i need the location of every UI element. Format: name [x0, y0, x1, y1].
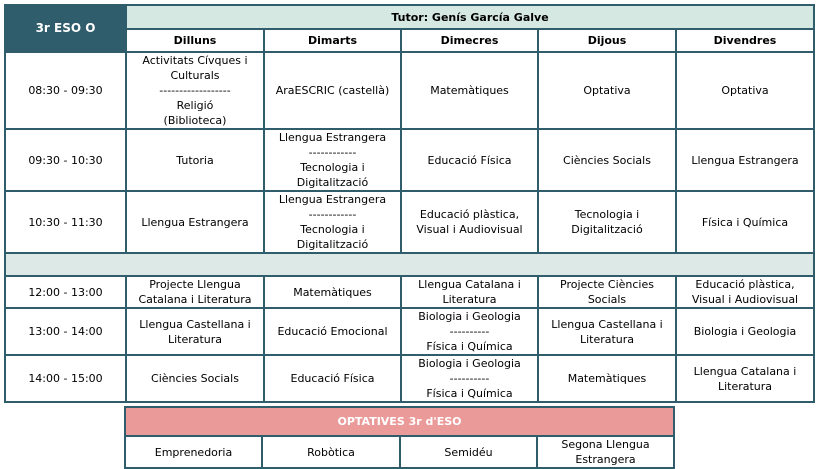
- subject-cell: [676, 308, 814, 355]
- subject-line: Tecnologia i: [300, 223, 365, 236]
- subject-line: Tecnologia i: [574, 208, 640, 221]
- subject-cell: [401, 308, 538, 355]
- subject-cell: [401, 129, 538, 191]
- subject-line: Llengua Castellana i: [139, 317, 251, 331]
- subject-cell: [126, 191, 264, 253]
- time-slot: 09:30 - 10:30: [5, 129, 126, 191]
- subject-line: Educació Emocional: [277, 325, 388, 338]
- subject-line: Biologia i Geologia: [693, 325, 797, 338]
- subject-line: Socials: [587, 293, 627, 306]
- subject-line: Llengua Catalana i: [693, 364, 797, 378]
- schedule-row: [5, 191, 814, 253]
- subject-line: Literatura: [167, 332, 223, 346]
- subject-line: (Biblioteca): [163, 114, 227, 127]
- subject-line: Biologia i Geologia: [418, 357, 521, 370]
- day-header: Divendres: [676, 29, 814, 52]
- optative-item: Semidéu: [400, 436, 537, 468]
- schedule-row: [5, 52, 814, 129]
- subject-line: Física i Química: [426, 340, 513, 353]
- subject-line: Llengua Estrangera: [141, 215, 249, 229]
- subject-cell: [264, 129, 401, 191]
- subject-line: Optativa: [583, 84, 631, 97]
- subject-line: Física i Química: [701, 215, 789, 229]
- subject-line: Visual i Audiovisual: [416, 223, 523, 236]
- optatives-row: [125, 436, 674, 468]
- schedule-row: [5, 355, 814, 402]
- day-header: Dilluns: [126, 29, 264, 52]
- time-slot: 08:30 - 09:30: [5, 52, 126, 129]
- subject-line: Literatura: [717, 379, 773, 393]
- optatives-table: [124, 406, 675, 469]
- schedule-row: [5, 276, 814, 308]
- subject-line: Matemàtiques: [293, 285, 372, 299]
- subject-cell: [264, 52, 401, 129]
- subject-cell: [538, 308, 676, 355]
- subject-cell: [676, 52, 814, 129]
- days-header: [5, 29, 814, 52]
- subject-line: Llengua Estrangera: [278, 131, 387, 144]
- optative-item: Emprenedoria: [125, 436, 262, 468]
- subject-line: ----------: [449, 325, 490, 338]
- subject-line: ------------: [308, 208, 357, 221]
- time-slot: 14:00 - 15:00: [5, 355, 126, 402]
- day-header: Dimecres: [401, 29, 538, 52]
- subject-line: Digitalització: [571, 223, 643, 236]
- schedule-row: [5, 129, 814, 191]
- subject-cell: [401, 276, 538, 308]
- subject-cell: [126, 308, 264, 355]
- subject-line: Activitats Cívques i: [142, 54, 248, 67]
- subject-line: Ciències Socials: [151, 372, 239, 385]
- subject-line: Educació plàstica,: [419, 208, 520, 221]
- time-slot: 10:30 - 11:30: [5, 191, 126, 253]
- subject-cell: [264, 355, 401, 402]
- subject-cell: [264, 308, 401, 355]
- subject-cell: [676, 355, 814, 402]
- subject-cell: [676, 191, 814, 253]
- subject-line: Educació plàstica,: [695, 278, 795, 291]
- subject-line: ----------: [449, 372, 490, 385]
- subject-line: Biologia i Geologia: [418, 310, 521, 323]
- break-row: [5, 253, 814, 276]
- subject-cell: [538, 52, 676, 129]
- optative-item: Segona Llengua Estrangera: [537, 436, 674, 468]
- subject-line: ------------------: [159, 84, 231, 97]
- subject-cell: [264, 276, 401, 308]
- subject-line: AraESCRIC (castellà): [275, 84, 390, 97]
- subject-line: Educació Física: [290, 372, 375, 385]
- subject-line: Llengua Estrangera: [691, 153, 799, 167]
- subject-cell: [126, 52, 264, 129]
- break-separator: [5, 253, 814, 276]
- subject-line: Llengua Catalana i: [418, 278, 521, 291]
- subject-cell: [126, 276, 264, 308]
- subject-line: Educació Física: [427, 153, 512, 167]
- subject-cell: [538, 276, 676, 308]
- subject-line: Literatura: [442, 293, 497, 306]
- day-header: Dijous: [538, 29, 676, 52]
- subject-line: Optativa: [721, 84, 769, 97]
- subject-cell: [676, 276, 814, 308]
- subject-line: Literatura: [579, 332, 635, 346]
- subject-line: Llengua Castellana i: [551, 317, 663, 331]
- subject-cell: [401, 355, 538, 402]
- subject-line: Matemàtiques: [430, 84, 509, 97]
- subject-cell: [126, 355, 264, 402]
- subject-line: Tutoria: [176, 153, 214, 167]
- subject-line: Projecte Llengua: [149, 278, 241, 291]
- subject-line: Religió: [176, 99, 214, 112]
- subject-line: Llengua Estrangera: [278, 193, 387, 206]
- subject-line: ------------: [308, 146, 357, 159]
- subject-cell: [126, 129, 264, 191]
- subject-line: Tecnologia i: [300, 161, 365, 174]
- subject-line: Matemàtiques: [567, 372, 647, 385]
- subject-cell: [538, 355, 676, 402]
- subject-cell: [401, 191, 538, 253]
- tutor-name: Tutor: Genís García Galve: [126, 5, 814, 29]
- subject-cell: [264, 191, 401, 253]
- time-slot: 13:00 - 14:00: [5, 308, 126, 355]
- group-name: 3r ESO O: [5, 5, 126, 52]
- subject-line: Culturals: [170, 69, 220, 82]
- schedule-row: [5, 308, 814, 355]
- time-slot: 12:00 - 13:00: [5, 276, 126, 308]
- timetable: [4, 4, 815, 403]
- subject-line: Digitalització: [296, 238, 369, 251]
- subject-line: Projecte Ciències: [560, 278, 654, 291]
- subject-cell: [538, 129, 676, 191]
- subject-cell: [538, 191, 676, 253]
- day-header: Dimarts: [264, 29, 401, 52]
- subject-line: Ciències Socials: [563, 153, 651, 167]
- subject-line: Visual i Audiovisual: [691, 293, 799, 306]
- subject-cell: [676, 129, 814, 191]
- subject-line: Catalana i Literatura: [138, 293, 252, 306]
- optatives-title: OPTATIVES 3r d'ESO: [125, 407, 674, 436]
- subject-cell: [401, 52, 538, 129]
- optative-item: Robòtica: [262, 436, 400, 468]
- subject-line: Física i Química: [426, 387, 513, 400]
- subject-line: Digitalització: [296, 176, 369, 189]
